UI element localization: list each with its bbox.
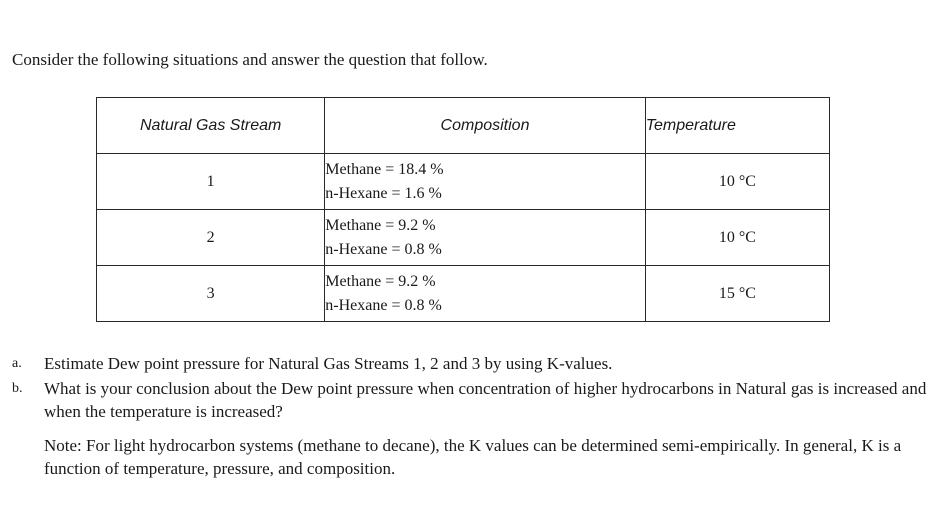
hexane-composition: n-Hexane = 1.6 %: [325, 184, 442, 202]
methane-composition: Methane = 9.2 %: [325, 216, 436, 234]
composition-cell: [325, 154, 645, 210]
composition-cell: [325, 266, 645, 322]
question-marker: b.: [12, 381, 23, 396]
header-temperature: Temperature: [645, 98, 829, 154]
temperature-cell: 10 °C: [645, 210, 829, 266]
stream-number: 3: [97, 266, 325, 322]
table-row: [97, 154, 830, 210]
question-list: [12, 352, 932, 480]
methane-composition: Methane = 18.4 %: [325, 160, 444, 178]
stream-number: 1: [97, 154, 325, 210]
hexane-composition: n-Hexane = 0.8 %: [325, 296, 442, 314]
question-b: [12, 377, 932, 423]
stream-number: 2: [97, 210, 325, 266]
header-composition: Composition: [325, 98, 645, 154]
header-natural-gas-stream: Natural Gas Stream: [97, 98, 325, 154]
question-text: Estimate Dew point pressure for Natural Gas Streams 1, 2 and 3 by using K-values.: [44, 354, 613, 373]
intro-text: Consider the following situations and answer the question that follow.: [12, 50, 488, 69]
question-marker: a.: [12, 356, 22, 371]
temperature-cell: 15 °C: [645, 266, 829, 322]
table-header-row: [97, 98, 830, 154]
hexane-composition: n-Hexane = 0.8 %: [325, 240, 442, 258]
question-a: [12, 352, 932, 375]
table-row: [97, 266, 830, 322]
composition-cell: [325, 210, 645, 266]
note-text: Note: For light hydrocarbon systems (methane to decane), the K values can be determined semi-empirically. In general, K is a function of temperature, pressure, and composition.: [44, 436, 902, 478]
question-text: What is your conclusion about the Dew point pressure when concentration of higher hydrocarbons in Natural gas is increased and when the temperature is increased?: [44, 379, 927, 421]
table-row: [97, 210, 830, 266]
gas-stream-table: [96, 97, 830, 322]
temperature-cell: 10 °C: [645, 154, 829, 210]
methane-composition: Methane = 9.2 %: [325, 272, 436, 290]
